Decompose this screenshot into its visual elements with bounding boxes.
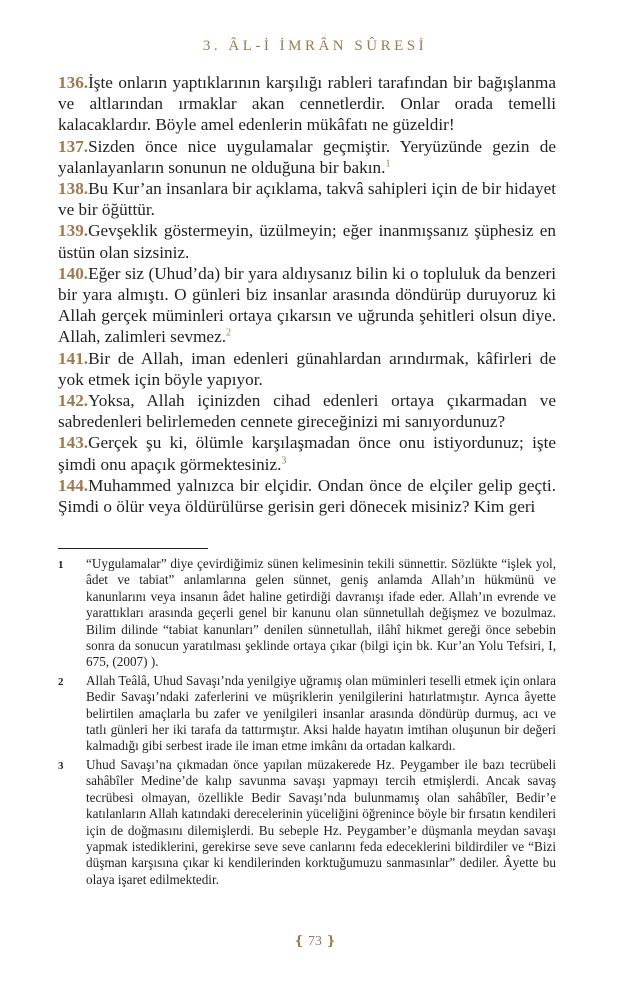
footnote-number: 1 xyxy=(58,559,64,571)
footnote-separator xyxy=(58,548,208,549)
verse-142 xyxy=(58,390,556,432)
page-number xyxy=(0,933,630,950)
verse-text: Bir de Allah, iman edenleri günahlardan arındırmak, kâfirleri de yok etmek için böyle yapıyor. xyxy=(58,348,556,389)
footnote-text: Uhud Savaşı’na çıkmadan önce yapılan müzakerede Hz. Peygamber ile bazı tecrübeli sahâbîler Medine’de kalıp savunma savaşı yapmayı tercih etmişlerdi. Ancak savaş tecrübesi olmayan, özellikle Bedir Savaşı’nda bulunmamış olan sahâbîler, Bedir’e katılanların Allah katındaki derecelerinin yüceliğini öğrenince böyle bir fırsatın kendileri için de doğmasını dilemişlerdi. Bu sebeple Hz. Peygamber’e düşmanla meydan savaşı yapmak istediklerini, gerekirse seve seve canlarını feda edeceklerini bildirdiler ve “Bizi düşman karşısına çıkar ki kendilerinden korktuğumuzu sanmasınlar” dediler. Âyette bu olaya işaret edilmektedir. xyxy=(86,756,556,887)
footnote-ref[interactable]: 2 xyxy=(226,327,231,339)
verse-137 xyxy=(58,136,556,178)
verse-number: 142. xyxy=(58,391,89,411)
verse-text: Bu Kur’an insanlara bir açıklama, takvâ sahipleri için de bir hidayet ve bir öğüttür. xyxy=(58,179,556,220)
verse-138 xyxy=(58,178,556,220)
footnote-2 xyxy=(58,673,556,755)
verse-text: Muhammed yalnızca bir elçidir. Ondan önce de elçiler gelip geçti. Şimdi o ölür veya öldürülürse gerisin geri dönecek misiniz? Kim geri xyxy=(58,475,556,517)
verse-text: Yoksa, Allah içinizden cihad edenleri ortaya çıkarmadan ve sabredenleri belirlemeden cennete gireceğinizi mi sanıyordunuz? xyxy=(58,391,556,432)
footnote-1 xyxy=(58,556,556,671)
running-header: 3. ÂL-İ İMRÂN SÛRESİ xyxy=(202,38,428,54)
verse-text: Gerçek şu ki, ölümle karşılaşmadan önce onu istiyordunuz; işte şimdi onu apaçık görmektesiniz. xyxy=(58,433,556,474)
verse-144 xyxy=(58,475,556,517)
verse-136 xyxy=(58,72,556,136)
verse-text: Sizden önce nice uygulamalar geçmiştir. Yeryüzünde gezin de yalanlayanların sonunun ne olduğuna bir bakın. xyxy=(58,136,556,177)
verse-number: 140. xyxy=(58,263,89,283)
footnote-ref[interactable]: 1 xyxy=(385,158,391,170)
page-number-value: 73 xyxy=(308,934,322,949)
verse-number: 139. xyxy=(58,221,89,241)
verse-140 xyxy=(58,263,556,348)
left-ornament-icon: ❴ xyxy=(293,933,305,948)
verse-number: 144. xyxy=(58,475,89,495)
verse-text: Gevşeklik göstermeyin, üzülmeyin; eğer inanmışsanız şüphesiz en üstün olan sizsiniz. xyxy=(58,221,556,262)
verse-number: 136. xyxy=(58,73,89,92)
verse-text: Eğer siz (Uhud’da) bir yara aldıysanız bilin ki o topluluk da benzeri bir yara almıştı. O günleri biz insanlar arasında döndürüp duruyoruz ki Allah gerçek müminleri ortaya çıkarsın ve uğrunda şehitleri olsun diye. Allah, zalimleri sevmez. xyxy=(58,263,556,347)
verse-141 xyxy=(58,348,556,390)
verse-139 xyxy=(58,220,556,262)
verse-number: 141. xyxy=(58,348,89,368)
verse-text: İşte onların yaptıklarının karşılığı rableri tarafından bir bağışlanma ve altlarından ırmaklar akan cennetlerdir. Onlar orada temelli kalacaklardır. Böyle amel edenlerin mükâfatı ne güzeldir! xyxy=(58,73,556,135)
verse-body xyxy=(58,72,556,517)
footnote-3 xyxy=(58,757,556,888)
footnotes xyxy=(58,556,556,890)
verse-143 xyxy=(58,432,556,474)
verse-number: 137. xyxy=(58,136,89,156)
footnote-text: “Uygulamalar” diye çevirdiğimiz sünen kelimesinin tekili sünnettir. Sözlükte “işlek yol, âdet ve tabiat” anlamlarına gelen sünnet, geniş anlamda Allah’ın hükmünü ve kanunlarını veya insanın âdet haline getirdiği davranışı ifade eder. Allah’ın evrende ve yarattıkları arasında geçerli genel bir kanunu olan sünnetullah değişmez ve bozulmaz. Bilim dilinde “tabiat kanunları” denilen sünnetullah, ilâhî hikmet gereği önce sebebin sonra da sonucun yaratılması şeklinde ortaya çıkar (bilgi için bk. Kur’an Yolu Tefsiri, I, 675, (2007) ). xyxy=(86,556,556,670)
right-ornament-icon: ❵ xyxy=(325,933,337,948)
footnote-number: 3 xyxy=(58,759,64,772)
verse-number: 138. xyxy=(58,179,89,199)
verse-number: 143. xyxy=(58,433,89,453)
footnote-number: 2 xyxy=(58,675,64,688)
footnote-text: Allah Teâlâ, Uhud Savaşı’nda yenilgiye uğramış olan müminleri teselli etmek için onlara Bedir Savaşı’ndaki zaferlerini ve müşriklerin yenilgilerini hatırlatmıştır. Ayrıca âyette belirtilen amaçlarla bu zafer ve yenilgileri insanlar arasında döndürüp durmuş, acı ve tatlı günleri her iki tarafa da tattırmıştır. Aksi halde hayatın imtihan oluşunun bir değeri kalmadığı gibi serbest irade ile iman etme imkânı da ortadan kalkardı. xyxy=(86,672,556,754)
footnote-ref[interactable]: 3 xyxy=(281,454,287,466)
